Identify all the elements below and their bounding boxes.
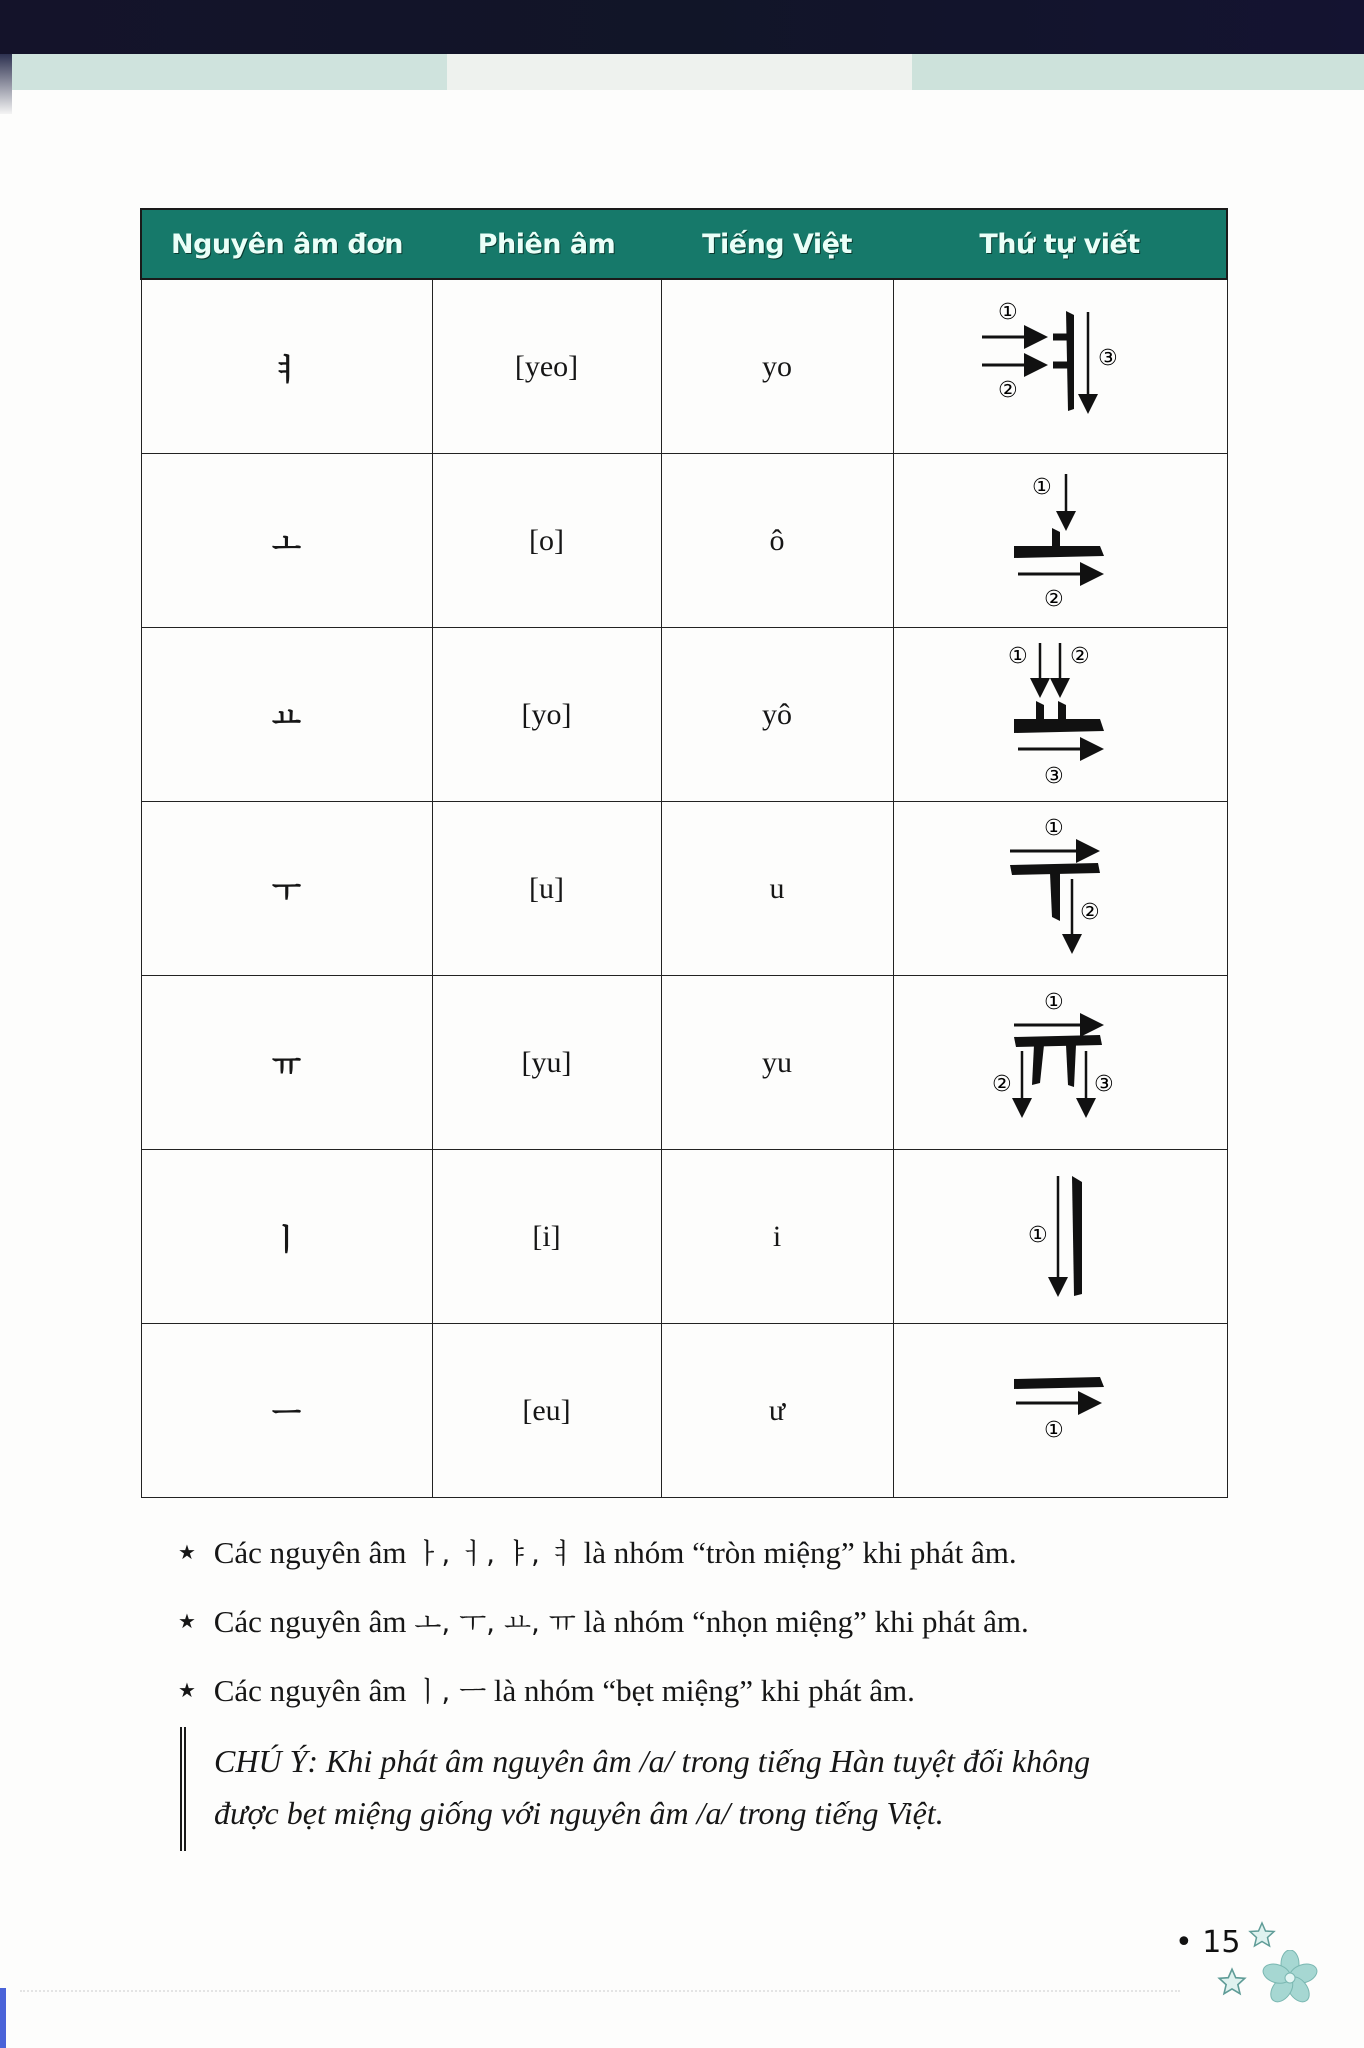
star-bullet-icon: ★: [178, 1609, 196, 1633]
svg-text:①: ①: [1032, 474, 1052, 500]
svg-text:③: ③: [1094, 1071, 1114, 1097]
romanization-cell: [eu]: [432, 1324, 661, 1498]
table-row: [141, 279, 1227, 454]
flower-icon: [1247, 1920, 1277, 1950]
svg-text:①: ①: [1008, 643, 1028, 669]
caution-line-2: được bẹt miệng giống với nguyên âm /a/ trong tiếng Việt.: [214, 1795, 944, 1831]
note-vowels: ㅣ, ㅡ: [414, 1675, 487, 1708]
stroke-order-cell: [893, 1150, 1227, 1324]
svg-text:③: ③: [1044, 763, 1064, 789]
stroke-order-cell: [893, 454, 1227, 628]
flower-icon: [1216, 1966, 1248, 1998]
note-suffix: là nhóm “tròn miệng” khi phát âm.: [583, 1535, 1017, 1570]
stroke-diagram-yeo-icon: [960, 297, 1160, 437]
flower-icon: [1262, 1950, 1318, 2006]
vietnamese-cell: ô: [661, 454, 893, 628]
vowel-cell: ㅣ: [141, 1150, 432, 1324]
svg-text:②: ②: [1080, 899, 1100, 925]
scan-left-edge: [0, 54, 12, 114]
stroke-order-cell: [893, 802, 1227, 976]
table-row: [141, 1324, 1227, 1498]
romanization-cell: [yu]: [432, 976, 661, 1150]
vowel-cell: ㅜ: [141, 802, 432, 976]
romanization-cell: [o]: [432, 454, 661, 628]
scan-top-edge: [0, 0, 1364, 54]
vietnamese-cell: u: [661, 802, 893, 976]
note-item: [178, 1520, 1228, 1589]
stroke-diagram-i-icon: [960, 1162, 1160, 1312]
vowel-cell: ㅛ: [141, 628, 432, 802]
stroke-diagram-o-icon: [960, 466, 1160, 616]
header-strip: [447, 54, 912, 90]
stroke-order-cell: [893, 628, 1227, 802]
caution-note: [180, 1727, 1226, 1851]
table-row: [141, 454, 1227, 628]
vowel-cell: ㅕ: [141, 279, 432, 454]
header-single-vowel: Nguyên âm đơn: [141, 209, 432, 279]
note-prefix: Các nguyên âm: [213, 1673, 407, 1708]
stroke-diagram-u-icon: [960, 809, 1160, 969]
note-prefix: Các nguyên âm: [213, 1604, 407, 1639]
note-item: [178, 1589, 1228, 1658]
vietnamese-cell: yô: [661, 628, 893, 802]
header-stroke-order: Thứ tự viết: [893, 209, 1227, 279]
romanization-cell: [i]: [432, 1150, 661, 1324]
note-item: [178, 1658, 1228, 1727]
header-romanization: Phiên âm: [432, 209, 661, 279]
vowel-cell: ㅡ: [141, 1324, 432, 1498]
stroke-order-cell: [893, 279, 1227, 454]
stroke-diagram-eu-icon: [960, 1361, 1160, 1461]
footer-divider: [20, 1990, 1180, 1992]
table-row: [141, 1150, 1227, 1324]
vietnamese-cell: yo: [661, 279, 893, 454]
svg-text:①: ①: [1044, 815, 1064, 841]
note-prefix: Các nguyên âm: [213, 1535, 407, 1570]
note-vowels: ㅗ, ㅜ, ㅛ, ㅠ: [414, 1606, 576, 1639]
table-row: [141, 976, 1227, 1150]
vietnamese-cell: ư: [661, 1324, 893, 1498]
stroke-order-cell: [893, 976, 1227, 1150]
stroke-order-cell: [893, 1324, 1227, 1498]
svg-text:①: ①: [998, 299, 1018, 325]
vietnamese-cell: yu: [661, 976, 893, 1150]
svg-text:③: ③: [1098, 345, 1118, 371]
svg-text:②: ②: [1044, 586, 1064, 612]
note-suffix: là nhóm “bẹt miệng” khi phát âm.: [493, 1673, 915, 1708]
svg-text:①: ①: [1028, 1222, 1048, 1248]
table-header-row: [141, 209, 1227, 279]
caution-line-1: CHÚ Ý: Khi phát âm nguyên âm /a/ trong tiếng Hàn tuyệt đối không: [214, 1743, 1091, 1779]
vowel-group-notes: [178, 1520, 1228, 1727]
star-bullet-icon: ★: [178, 1540, 196, 1564]
star-bullet-icon: ★: [178, 1678, 196, 1702]
romanization-cell: [yeo]: [432, 279, 661, 454]
svg-text:②: ②: [1070, 643, 1090, 669]
vowel-cell: ㅗ: [141, 454, 432, 628]
vietnamese-cell: i: [661, 1150, 893, 1324]
table-row: [141, 628, 1227, 802]
note-vowels: ㅏ, ㅓ, ㅑ, ㅕ: [414, 1537, 576, 1570]
header-strip: [912, 54, 1364, 90]
svg-text:①: ①: [1044, 989, 1064, 1015]
svg-text:①: ①: [1044, 1417, 1064, 1443]
stroke-diagram-yo-icon: [960, 635, 1160, 795]
table-row: [141, 802, 1227, 976]
header-vietnamese: Tiếng Việt: [661, 209, 893, 279]
stroke-diagram-yu-icon: [960, 983, 1160, 1143]
vowel-table: [140, 208, 1228, 1498]
svg-text:②: ②: [992, 1071, 1012, 1097]
romanization-cell: [u]: [432, 802, 661, 976]
scan-left-edge: [0, 1988, 6, 2048]
page-number: • 15: [1175, 1925, 1241, 1960]
note-suffix: là nhóm “nhọn miệng” khi phát âm.: [583, 1604, 1029, 1639]
header-strip: [12, 54, 447, 90]
svg-text:②: ②: [998, 377, 1018, 403]
vowel-cell: ㅠ: [141, 976, 432, 1150]
romanization-cell: [yo]: [432, 628, 661, 802]
